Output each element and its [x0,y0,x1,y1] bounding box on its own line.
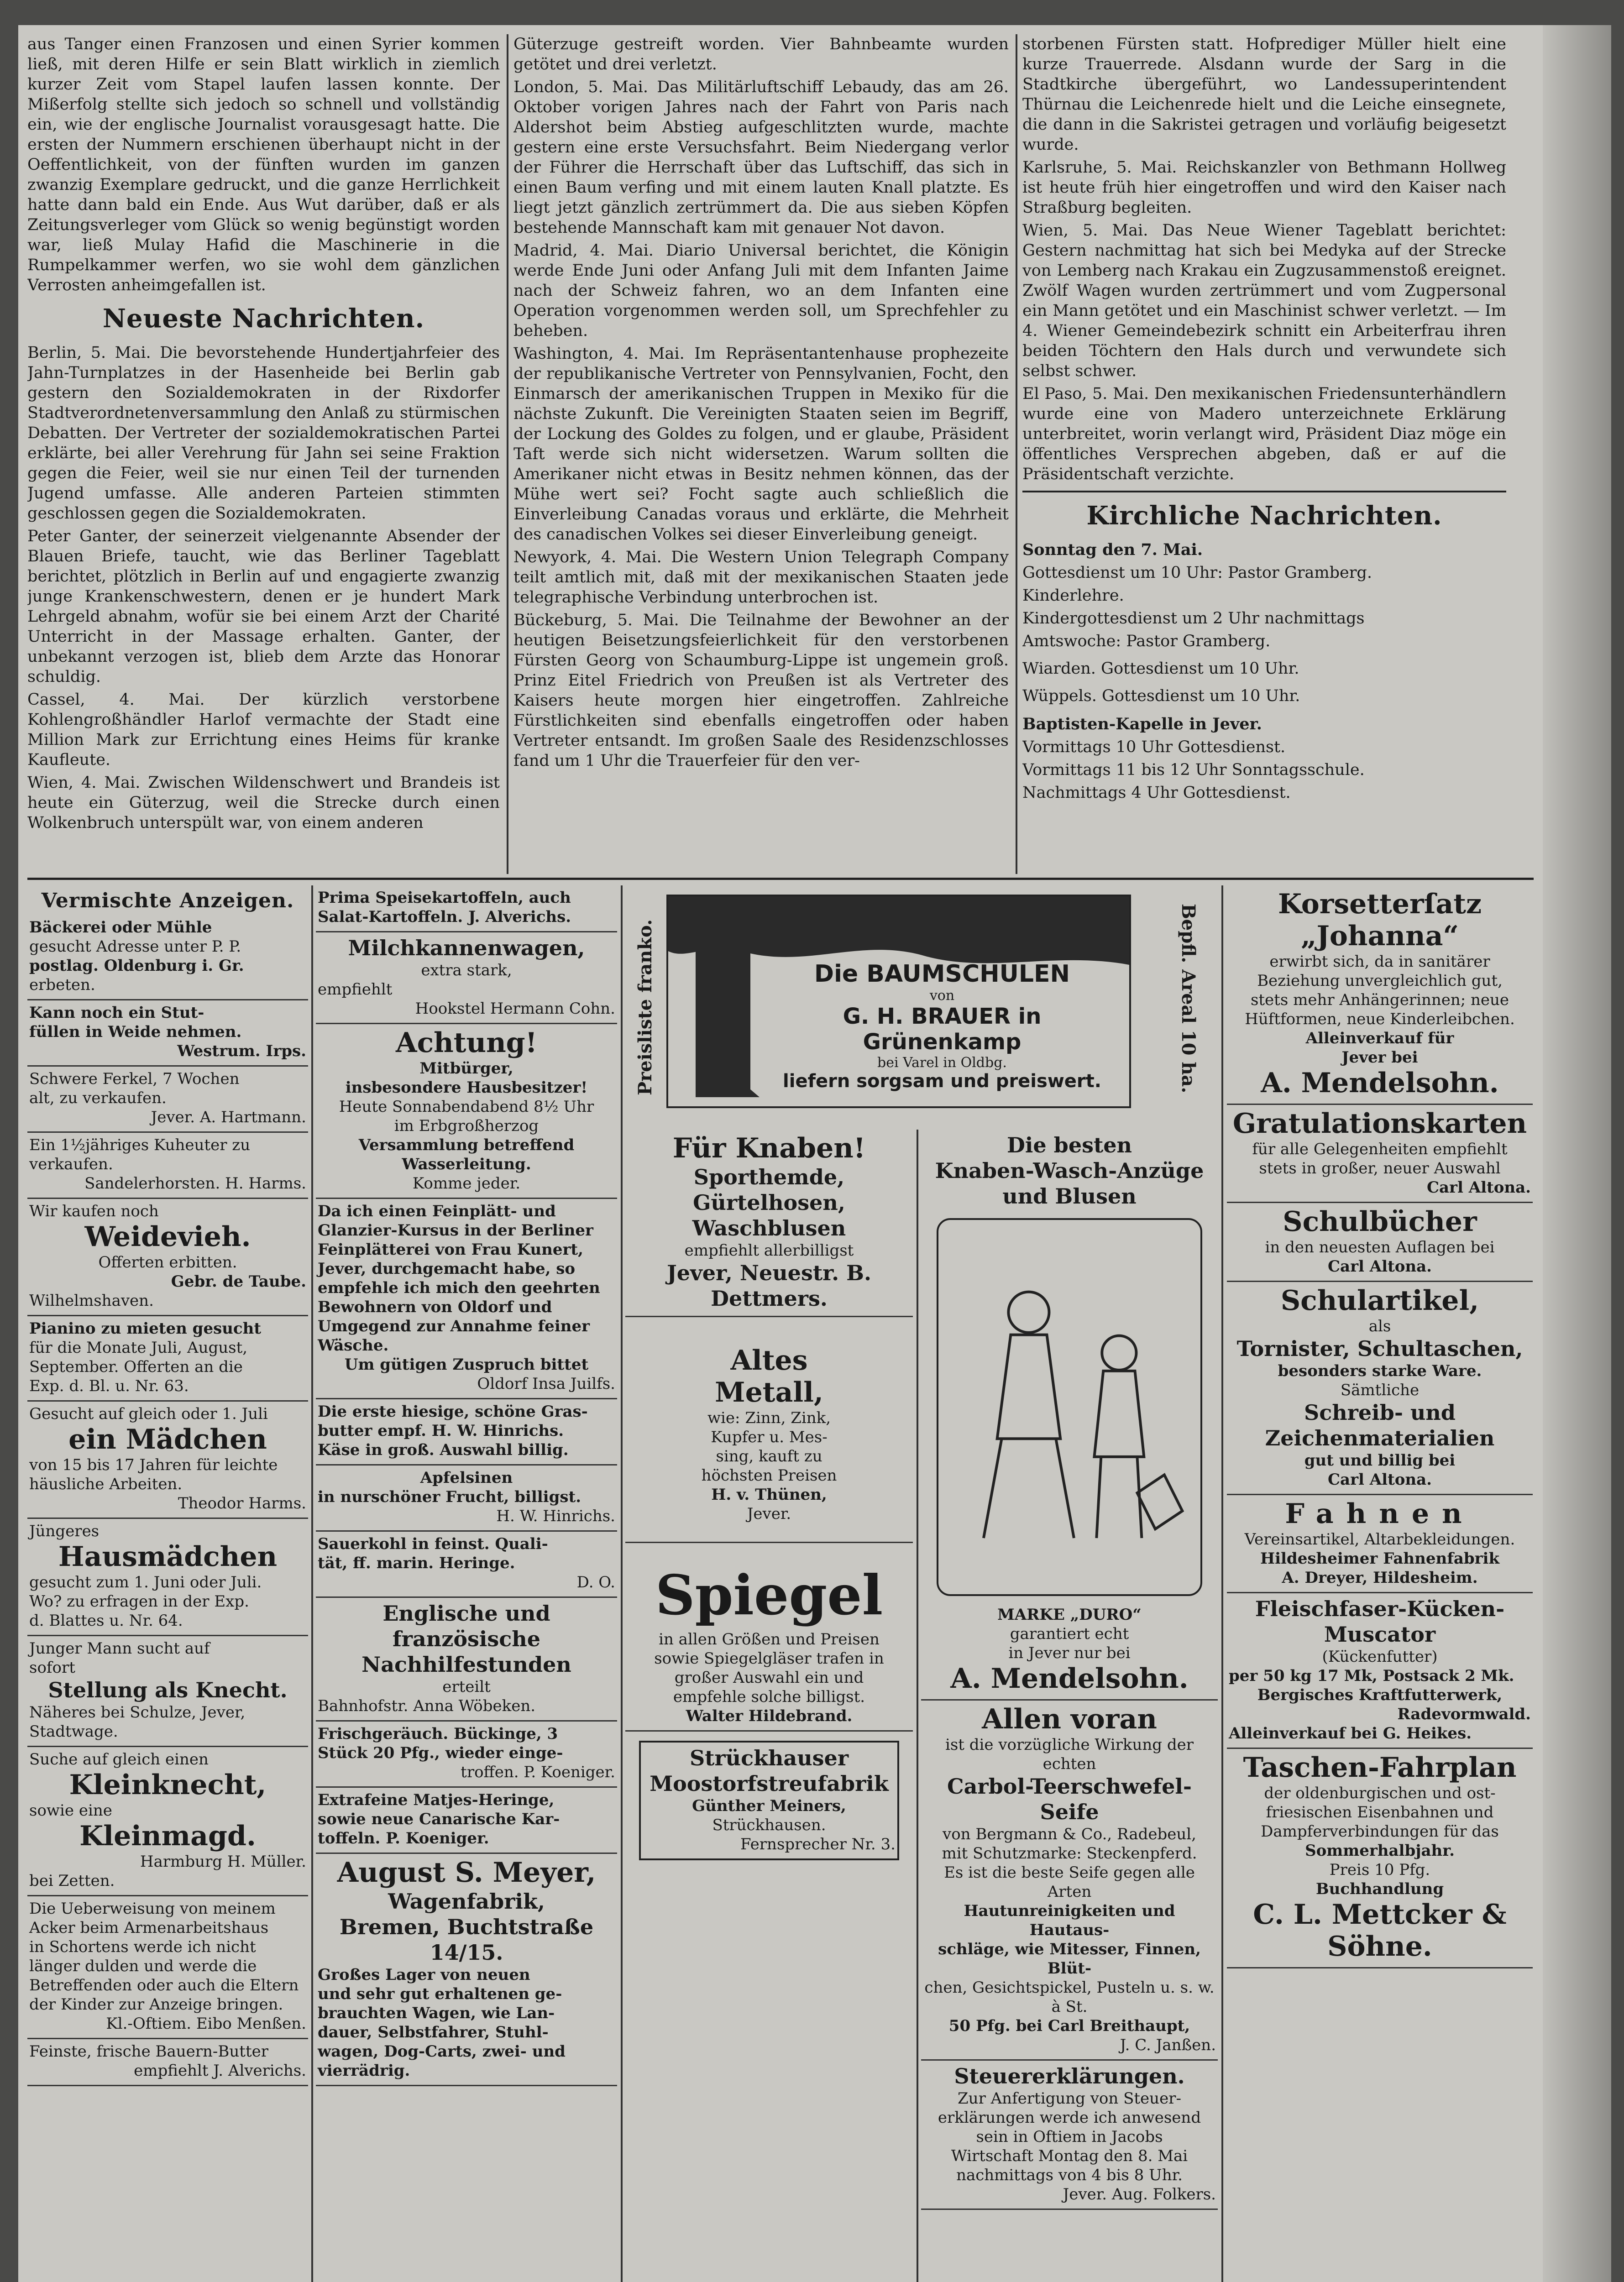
ads-heading: Vermischte Anzeigen. [41,889,294,912]
article-paragraph: Karlsruhe, 5. Mai. Reichskanzler von Bethmann Hollweg ist heute früh hier eingetroffen und wird den Kaiser nach Straßburg begleiten. [1022,158,1506,217]
ad-line: Bäckerei oder Mühle [29,918,212,937]
ad-line: ist die vorzügliche Wirkung der echten [945,1736,1194,1773]
column-rule [507,34,508,874]
article-paragraph: Wien, 5. Mai. Das Neue Wiener Tageblatt berichtet: Gestern nachmittag hat sich bei Medyka auf der Strecke von Lemberg nach Krakau ein Zugzusammenstoß ereignet. Zwölf Wagen wurden zertrümmert und vom Zugpersonal ein Mann getötet und ein Maschinist schwer verletzt. — Im 4. Wiener Gemeindebezirk schnitt ein Arbeiterfrau ihren beiden Töchtern den Hals durch und verwundete sich selbst schwer. [1022,221,1506,380]
ad-line: friesischen Eisenbahnen und [1266,1803,1494,1821]
article-paragraph: Newyork, 4. Mai. Die Western Union Telegraph Company teilt amtlich mit, daß mit der mexikanischen Staaten jede telegraphische Verbindung unterbrochen ist. [513,548,1009,607]
ad-line: Fleischfaser-Kücken-Muscator [1255,1596,1505,1647]
ad-line: Die Ueberweisung von meinem [29,1900,276,1918]
newspaper-page [18,25,1611,2282]
ad-line: Hautunreinigkeiten und Hautaus- [964,1902,1175,1939]
ads-column-1 [27,885,308,2282]
ad-line: bei Zetten. [29,1872,115,1890]
ads-column-5 [1227,885,1533,2282]
ad-line: Großes Lager von neuen [318,1966,530,1984]
ad-feinplaetten [316,1199,617,1399]
ad-line: in Schortens werde ich nicht [29,1938,256,1956]
ad-line: Fernsprecher Nr. 3. [740,1835,896,1853]
ad-schulbuecher [1227,1203,1533,1282]
ad-duro [921,1130,1218,1701]
ad-line: Wasserleitung. [402,1155,531,1173]
ad-line: länger dulden und werde die [29,1957,257,1975]
ad-line: Gebr. de Taube. [171,1272,306,1291]
ad-line: schläge, wie Mitesser, Finnen, Blüt- [938,1940,1201,1978]
ad-pianino [27,1316,308,1402]
ad-line: Umgegend zur Annahme feiner [318,1317,590,1335]
ad-line: A. Mendelsohn. [950,1663,1189,1695]
ad-line: Jever. [747,1505,791,1523]
ad-line: sowie eine [29,1801,112,1820]
ad-line: August S. Meyer, [337,1857,596,1889]
church-line: Wüppels. Gottesdienst um 10 Uhr. [1022,687,1300,705]
ad-line: sein in Oftiem in Jacobs [976,2128,1163,2146]
ad-line: Korsetterſatz [1278,888,1482,920]
ad-line: stets mehr Anhängerinnen; neue [1250,991,1509,1009]
ad-line: gut und billig bei [1304,1451,1456,1470]
ad-line: Sandelerhorsten. H. Harms. [84,1174,306,1193]
section-divider [27,878,1534,880]
ad-line: Feinplätterei von Frau Kunert, [318,1240,583,1259]
ad-line: Günther Meiners, [692,1797,846,1815]
article-paragraph: Bückeburg, 5. Mai. Die Teilnahme der Bewohner an der heutigen Beisetzungsfeierlichkeit für den verstorbenen Fürsten Georg von Schaumburg-Lippe ist ungemein groß. Prinz Eitel Friedrich von Preußen ist als Vertreter des Kaisers heute morgen hier eingetroffen. Zahlreiche Fürstlichkeiten sind ebenfalls eingetroffen oder haben Vertreter entsandt. Im großen Saale des Residenzschlosses fand um 1 Uhr die Trauerfeier für den ver- [513,611,1009,770]
article-paragraph: storbenen Fürsten statt. Hofprediger Müller hielt eine kurze Trauerrede. Alsdann wurde der Sarg in die Stadtkirche übergeführt, wo Landessuperintendent Thürnau die Leichenrede hielt und die Leiche einsegnete, die dann in die Sakristei getragen und vorläufig beigesetzt wurde. [1022,35,1506,154]
ad-line: Käse in groß. Auswahl billig. [318,1441,569,1459]
ad-line: Sauerkohl in feinst. Quali- [318,1535,548,1553]
ad-line: Apfelsinen [420,1469,513,1487]
ad-ueberweisung [27,1896,308,2039]
article-paragraph: Cassel, 4. Mai. Der kürzlich verstorbene Kohlengroßhändler Harlof vermachte der Stadt eine Million Mark zur Errichtung eines Heims für kranke Kaufleute. [27,691,500,769]
ad-line: nachmittags von 4 bis 8 Uhr. [956,2166,1183,2184]
ad-allen-voran [921,1701,1218,2061]
column-rule [311,885,313,2282]
ad-line: erklärungen werde ich anwesend [938,2109,1201,2127]
church-line: Gottesdienst um 10 Uhr: Pastor Gramberg. [1022,564,1372,582]
ad-line: sofort [29,1659,75,1677]
ad-line: Kleinknecht, [69,1769,267,1801]
column-rule [1221,885,1223,2282]
ad-line: Pianino zu mieten gesucht [29,1319,262,1338]
ad-line: Mitbürger, [419,1059,513,1078]
ad-line: gesucht zum 1. Juni oder Juli. [29,1573,262,1591]
ad-august-meyer [316,1854,617,2086]
ad-line: Salat-Kartoffeln. J. Alverichs. [318,908,571,926]
article-paragraph: Peter Ganter, der seinerzeit vielgenannte Absender der Blauen Briefe, taucht, wie das Berliner Tageblatt berichtet, plötzlich in Berlin auf und engagierte zwanzig junge Krankenschwestern, denen er je hundert Mark Lehrgeld abnahm, wofür sie bei einem Arzt der Charité Unterricht in der Massage erhalten. Ganter, der unbekannt verzogen ist, blieb dem Arzte das Honorar schuldig. [27,527,500,686]
baum-right-text: Bepfl. Areal 10 ha. [1178,904,1199,1094]
ad-line: toffeln. P. Koeniger. [318,1829,489,1848]
ad-line: füllen in Weide nehmen. [29,1023,242,1041]
church-line: Kinderlehre. [1022,586,1124,605]
church-line: Baptisten-Kapelle in Jever. [1022,715,1262,733]
ad-line: Wilhelmshaven. [29,1292,154,1310]
boys-illustration-icon [937,1218,1202,1596]
ad-line: A. Mendelsohn. [1261,1067,1499,1099]
section-heading-neueste-nachrichten: Neueste Nachrichten. [102,304,425,334]
baum-title: Die BAUMSCHULEN [814,960,1070,988]
ad-line: A. Dreyer, Hildesheim. [1282,1569,1478,1587]
ad-line: in nurschöner Frucht, billigst. [318,1488,581,1506]
article-paragraph: Berlin, 5. Mai. Die bevorstehende Hundertjahrfeier des Jahn-Turnplatzes in der Hasenheide bei Berlin gab gestern den Sozialdemokraten in der Rixdorfer Stadtverordnetenversammlung den Anlaß zu stürmischen Debatten. Der Vertreter der sozialdemokratischen Partei erklärte, bei aller Verehrung für Jahn sei seine Fraktion gegen die Feier, weil sie nur einen Teil der turnenden Jugend umfasse. Alle anderen Parteien stimmten geschlossen gegen die Sozialdemokraten. [27,344,500,523]
ad-line: September. Offerten an die [29,1358,243,1376]
ad-spiegel [625,1543,913,1732]
ad-fahnen [1227,1495,1533,1593]
ad-line: Hookstel Hermann Cohn. [415,1000,615,1018]
ad-line: Tornister, Schultaschen, [1236,1336,1523,1361]
ad-schulartikel [1227,1282,1533,1495]
ad-line: Preis 10 Pfg. [1329,1861,1430,1879]
ad-line: Wo? zu erfragen in der Exp. [29,1592,249,1611]
ads-column-2 [316,885,617,2282]
ad-line: erwirbt sich, da in sanitärer [1269,953,1490,971]
ad-line: mit Schutzmarke: Steckenpferd. [942,1844,1197,1863]
ad-line: besonders starke Ware. [1278,1362,1482,1380]
ad-line: wagen, Dog-Carts, zwei- und [318,2042,566,2061]
ad-line: Extrafeine Matjes-Heringe, [318,1791,555,1809]
ad-weidevieh [27,1199,308,1316]
ad-line: Stadtwage. [29,1722,118,1741]
ad-line: Carl Altona. [1327,1471,1432,1489]
ad-line: Waschblusen [692,1216,846,1240]
ad-line: Bahnhofstr. Anna Wöbeken. [318,1697,536,1715]
ad-line: der Kinder zur Anzeige bringen. [29,1995,283,2014]
baum-place: bei Varel in Oldbg. [877,1055,1007,1071]
ad-line: höchsten Preisen [701,1466,837,1485]
ad-line: H. v. Thünen, [711,1486,827,1504]
baumschulen-ad [666,895,1131,1108]
church-heading: Kirchliche Nachrichten. [1086,501,1442,531]
ad-line: Altes [730,1345,808,1377]
ad-line: Wir kaufen noch [29,1202,159,1220]
ad-line: Dampferverbindungen für das [1261,1822,1499,1841]
ad-line: Kann noch ein Stut- [29,1004,204,1022]
ad-line: Gratulationskarten [1232,1108,1527,1140]
article-paragraph: London, 5. Mai. Das Militärluftschiff Lebaudy, das am 26. Oktober vorigen Jahres nach der Fahrt von Paris nach Aldershot beim Abstieg aufgeschlitzten wurde, machte gestern eine erste Versuchsfahrt. Beim Niedergang verlor der Führer die Herrschaft über das Luftschiff, das sich in einen Baum verfing und mit einem lauten Knall platzte. Es liegt jetzt gänzlich zertrümmert da. Die aus sieben Köpfen bestehende Mannschaft kam mit genauer Not davon. [513,78,1009,237]
ad-line: Zur Anfertigung von Steuer- [958,2089,1181,2108]
church-line: Amtswoche: Pastor Gramberg. [1022,632,1271,650]
ad-line: Schwere Ferkel, 7 Wochen [29,1070,240,1088]
ad-line: Jever. A. Hartmann. [151,1108,306,1126]
ad-line: Sommerhalbjahr. [1305,1842,1455,1860]
ad-line: in Jever nur bei [1008,1644,1131,1662]
ad-apfelsinen [316,1466,617,1532]
ad-line: Carbol-Teerschwefel-Seife [947,1774,1192,1824]
ad-line: Versammlung betreffend [358,1136,575,1154]
ad-line: (Kückenfutter) [1322,1648,1438,1666]
article-paragraph: aus Tanger einen Franzosen und einen Syrier kommen ließ, mit deren Hilfe er sein Blatt wirklich in ziemlich kurzer Zeit vom Stapel laufen lassen konnte. Der Mißerfolg stellte sich jedoch so schnell und vollständig ein, wie der englische Journalist vorausgesagt hatte. Die ersten der Nummern erschienen überhaupt nicht in der Oeffentlichkeit, von der fünften wurden im ganzen zwanzig Exemplare gedruckt, und die ganze Herrlichkeit hatte dann bald ein Ende. Aus Wut darüber, daß er als Zeitungsverleger vom Glück so wenig begünstigt worden war, ließ Mulay Hafid die Maschinerie in die Rumpelkammer werfen, wo sie wohl dem gänzlichen Verrosten anheimgefallen ist. [27,35,500,294]
article-paragraph: El Paso, 5. Mai. Den mexikanischen Friedensunterhändlern wurde eine von Madero unterzeichnete Erklärung unterbreitet, worin verlangt wird, Präsident Diaz möge ein öffentliches Versprechen abgeben, daß er auf die Präsidentschaft verzichte. [1022,385,1506,483]
column-rule [1016,34,1017,874]
ad-line: Bergisches Kraftfutterwerk, [1257,1686,1503,1704]
ad-line: Weidevieh. [84,1221,251,1253]
ad-line: Taschen-Fahrplan [1243,1752,1517,1784]
ad-line: postlag. Oldenburg i. Gr. [29,957,244,975]
ad-hausmaedchen [27,1519,308,1636]
ad-line: Spiegel [655,1563,883,1628]
ad-line: Englische und französische [382,1601,550,1651]
ad-steuererklaerungen [921,2061,1218,2210]
ad-line: Frischgeräuch. Bückinge, 3 [318,1725,558,1743]
ad-line: Fahnen [1285,1498,1475,1530]
news-column-3 [1022,34,1506,874]
ad-line: Acker beim Armenarbeitshaus [29,1919,269,1937]
ad-maedchen [27,1402,308,1519]
ad-line: Exp. d. Bl. u. Nr. 63. [29,1377,189,1395]
ad-line: butter empf. H. W. Hinrichs. [318,1422,564,1440]
ad-line: Alleinverkauf bei G. Heikes. [1229,1724,1472,1743]
ad-line: großer Auswahl ein und [674,1669,864,1687]
ad-knecht [27,1636,308,1747]
ad-line: Offerten erbitten. [98,1253,237,1272]
ad-line: Radevormwald. [1397,1705,1531,1723]
ad-kuekenfutter [1227,1593,1533,1749]
ad-line: Buchhandlung [1315,1880,1444,1898]
ad-line: Heute Sonnabendabend 8½ Uhr [339,1098,594,1116]
ad-line: Carl Altona. [1327,1257,1432,1276]
ad-line: tät, ff. marin. Heringe. [318,1554,515,1572]
ad-line: empfehle solche billigst. [673,1688,865,1706]
article-paragraph: Washington, 4. Mai. Im Repräsentantenhause prophezeite der republikanische Vertreter von Pennsylvanien, Focht, den Einmarsch der amerikanischen Truppen in Mexiko für die nächste Zukunft. Die Vereinigten Staaten seien im Begriff, der Lockung des Goldes zu folgen, und er glaube, Präsident Taft werde sich nicht widersetzen. Warum sollten die Amerikaner nicht etwas in Besitz nehmen können, das der Mühe wert sei? Focht sagte auch schließlich die Einverleibung Canadas voraus und erklärte, die Mehrheit des canadischen Volkes sei dieser Einverleibung geneigt. [513,345,1009,544]
ad-line: stets in großer, neuer Auswahl [1259,1159,1501,1178]
ad-line: Beziehung unvergleichlich gut, [1257,972,1503,990]
ad-line: Kl.-Oftiem. Eibo Menßen. [106,2015,306,2033]
ad-gratulationskarten [1227,1105,1533,1203]
ad-line: Strückhausen. [712,1816,826,1834]
column-rule [917,1130,918,2282]
ad-line: von Bergmann & Co., Radebeul, [942,1825,1196,1843]
ad-line: insbesondere Hausbesitzer! [345,1078,588,1097]
ad-line: wie: Zinn, Zink, [707,1409,831,1427]
ad-line: Sämtliche [1340,1381,1420,1399]
ad-line: Achtung! [396,1027,537,1059]
ad-line: empfiehlt allerbilligst [684,1241,854,1260]
ad-line: H. W. Hinrichs. [496,1507,615,1525]
ad-line: empfehle ich mich den geehrten [318,1279,600,1297]
ad-line: empfiehlt [318,980,393,999]
ad-stutfuellen [27,1000,308,1067]
ad-line: Stück 20 Pfg., wieder einge- [318,1744,563,1762]
ad-korsett [1227,885,1533,1105]
church-line: Kindergottesdienst um 2 Uhr nachmittags [1022,609,1365,628]
ad-line: Strückhauser [689,1746,849,1770]
ad-line: extra stark, [421,961,512,979]
church-line: Vormittags 11 bis 12 Uhr Sonntagsschule. [1022,761,1365,779]
ad-line: 50 Pfg. bei Carl Breithaupt, [948,2017,1190,2035]
ad-line: Stellung als Knecht. [48,1678,288,1702]
ad-bauern-butter [27,2039,308,2086]
ad-line: und sehr gut erhaltenen ge- [318,1985,562,2003]
ad-line: Die besten [1007,1133,1132,1157]
ad-line: als [1368,1317,1391,1335]
ad-line: Die erste hiesige, schöne Gras- [318,1403,588,1421]
ad-line: alt, zu verkaufen. [29,1089,167,1107]
ad-line: Carl Altona. [1426,1178,1531,1197]
ad-line: Steuererklärungen. [954,2064,1185,2088]
ad-line: in allen Größen und Preisen [659,1630,880,1649]
ad-line: häusliche Arbeiten. [29,1475,183,1493]
ad-sauerkohl [316,1532,617,1598]
ad-line: verkaufen. [29,1155,113,1173]
ad-line: Jever. Aug. Folkers. [1063,2185,1216,2203]
ad-line: im Erbgroßherzog [394,1117,539,1135]
ad-line: vierrädrig. [318,2062,410,2080]
ad-baeckerei [27,915,308,1000]
news-column-2 [513,34,1009,874]
ad-taschen-fahrplan [1227,1749,1533,1968]
ad-line: Jever, durchgemacht habe, so [318,1260,576,1278]
ad-kleinknecht [27,1747,308,1896]
ad-speisekartoffeln [316,885,617,932]
ad-line: Es ist die beste Seife gegen alle Arten [944,1863,1195,1901]
ad-achtung [316,1024,617,1199]
ad-line: Feinste, frische Bauern-Butter [29,2042,268,2061]
ad-line: erbeten. [29,976,95,994]
page-edge [1543,25,1611,2282]
ad-nachhilfestunden [316,1598,617,1722]
baum-von: von [929,988,955,1004]
ad-line: von 15 bis 17 Jahren für leichte [29,1456,278,1474]
ad-line: sowie neue Canarische Kar- [318,1810,560,1828]
ad-line: für die Monate Juli, August, [29,1339,248,1357]
ad-line: Metall, [715,1377,823,1408]
ad-line: gesucht Adresse unter P. P. [29,937,241,956]
ad-line: Suche auf gleich einen [29,1750,209,1769]
church-notices [1022,501,1506,803]
ads-column-4 [921,1130,1218,2282]
ad-line: Bremen, Buchtstraße 14/15. [339,1915,594,1965]
ad-line: und Blusen [1002,1184,1137,1209]
ad-line: Ein 1½jähriges Kuheuter zu [29,1136,251,1154]
ads-column-3-lower [625,1130,913,2282]
ad-line: D. O. [576,1573,615,1591]
baum-slogan: liefern sorgsam und preiswert. [783,1071,1101,1092]
ad-line: troffen. P. Koeniger. [461,1763,615,1781]
ad-line: garantiert echt [1010,1625,1129,1643]
ad-grasbutter [316,1399,617,1466]
ad-line: für alle Gelegenheiten empfiehlt [1252,1140,1508,1158]
ad-line: Westrum. Irps. [177,1042,306,1060]
ad-line: Um gütigen Zuspruch bittet [344,1356,589,1374]
ad-line: Harmburg H. Müller. [140,1853,306,1871]
ad-line: Jüngeres [29,1522,100,1540]
ad-bueckinge [316,1722,617,1788]
column-rule [621,885,623,2282]
ad-line: Kleinmagd. [79,1820,256,1852]
baum-firm: G. H. BRAUER in Grünenkamp [843,1004,1042,1055]
ad-line: Schreib- und Zeichenmaterialien [1265,1400,1495,1450]
ad-moostorf [639,1741,899,1860]
ad-fuer-knaben [625,1130,913,1317]
church-line: Nachmittags 4 Uhr Gottesdienst. [1022,784,1291,802]
ad-line: in den neuesten Auflagen bei [1265,1238,1495,1256]
ad-line: Wagenfabrik, [388,1889,545,1914]
ad-line: der oldenburgischen und ost- [1264,1784,1496,1802]
ad-line: Hüftformen, neue Kinderleibchen. [1245,1010,1515,1028]
ad-line: J. C. Janßen. [1120,2036,1216,2054]
ad-line: Junger Mann sucht auf [29,1639,210,1658]
ad-line: Oldorf Insa Juilfs. [477,1375,615,1393]
ad-line: Milchkannenwagen, [348,936,585,960]
ad-line: Knaben-Wasch-Anzüge [935,1158,1204,1183]
ad-line: Walter Hildebrand. [686,1707,853,1725]
church-line: Wiarden. Gottesdienst um 10 Uhr. [1022,659,1299,678]
article-paragraph: Madrid, 4. Mai. Diario Universal berichtet, die Königin werde Ende Juni oder Anfang Juli mit dem Infanten Jaime nach der Schweiz fahren, wo an dem Infanten eine Operation vorgenommen werden soll, um Sprechfehler zu beheben. [513,241,1009,340]
ad-line: Glanzier-Kursus in der Berliner [318,1221,593,1240]
ad-line: Prima Speisekartoffeln, auch [318,889,571,907]
ad-line: ein Mädchen [68,1424,267,1455]
ad-line: C. L. Mettcker & Söhne. [1253,1899,1507,1963]
ad-line: MARKE „DURO“ [997,1606,1142,1624]
ad-line: d. Blattes u. Nr. 64. [29,1612,183,1630]
ad-line: Bewohnern von Oldorf und [318,1298,552,1316]
news-column-1 [27,34,500,874]
article-paragraph: Wien, 4. Mai. Zwischen Wildenschwert und Brandeis ist heute ein Güterzug, weil die Strecke durch einen Wolkenbruch unterspült war, von einem anderen [27,774,500,832]
ad-line: empfiehlt J. Alverichs. [134,2062,306,2080]
ad-line: Da ich einen Feinplätt- und [318,1202,556,1220]
ad-line: sing, kauft zu [716,1447,822,1466]
ad-milchkannenwagen [316,932,617,1024]
ad-line: „Johanna“ [1300,920,1459,952]
ad-line: Nachhilfestunden [361,1652,571,1677]
ad-line: Moostorfstreufabrik [650,1771,889,1796]
ad-kuheuter [27,1133,308,1199]
ad-line: brauchten Wagen, wie Lan- [318,2004,555,2022]
ad-line: Näheres bei Schulze, Jever, [29,1703,246,1722]
article-paragraph: Güterzuge gestreift worden. Vier Bahnbeamte wurden getötet und drei verletzt. [513,35,1009,73]
ad-line: sowie Spiegelgläser trafen in [654,1649,884,1668]
ad-line: Wäsche. [318,1336,389,1355]
ad-line: Kupfer u. Mes- [711,1428,828,1446]
church-line: Vormittags 10 Uhr Gottesdienst. [1022,738,1286,756]
church-date: Sonntag den 7. Mai. [1022,540,1203,559]
ad-line: Theodor Harms. [178,1494,306,1513]
ad-line: Jever, Neuestr. B. Dettmers. [666,1261,872,1311]
baum-left-text: Preisliste franko. [634,919,656,1095]
ad-line: Alleinverkauf für [1305,1029,1454,1047]
ad-line: Vereinsartikel, Altarbekleidungen. [1244,1530,1515,1549]
ad-matjes [316,1788,617,1854]
ad-line: Betreffenden oder auch die Eltern [29,1976,299,1994]
ad-line: chen, Gesichtspickel, Pusteln u. s. w. à St. [924,1978,1215,2016]
ad-line: Schulartikel, [1280,1285,1479,1317]
ad-line: Schulbücher [1283,1206,1477,1238]
ad-line: Hildesheimer Fahnenfabrik [1260,1549,1500,1568]
ad-line: Sporthemde, Gürtelhosen, [693,1165,845,1215]
ad-line: Allen voran [982,1703,1157,1735]
ad-line: Gesucht auf gleich oder 1. Juli [29,1405,268,1423]
ad-line: dauer, Selbstfahrer, Stuhl- [318,2023,549,2041]
ad-line: Hausmädchen [58,1541,278,1573]
ad-altes-metall [625,1317,913,1543]
ad-line: per 50 kg 17 Mk, Postsack 2 Mk. [1229,1667,1514,1685]
ad-ferkel [27,1067,308,1133]
ad-line: Wirtschaft Montag den 8. Mai [951,2147,1188,2165]
ad-line: Komme jeder. [412,1174,521,1193]
ad-line: Jever bei [1341,1048,1418,1067]
ad-line: erteilt [442,1678,491,1696]
ad-line: Für Knaben! [672,1132,866,1164]
